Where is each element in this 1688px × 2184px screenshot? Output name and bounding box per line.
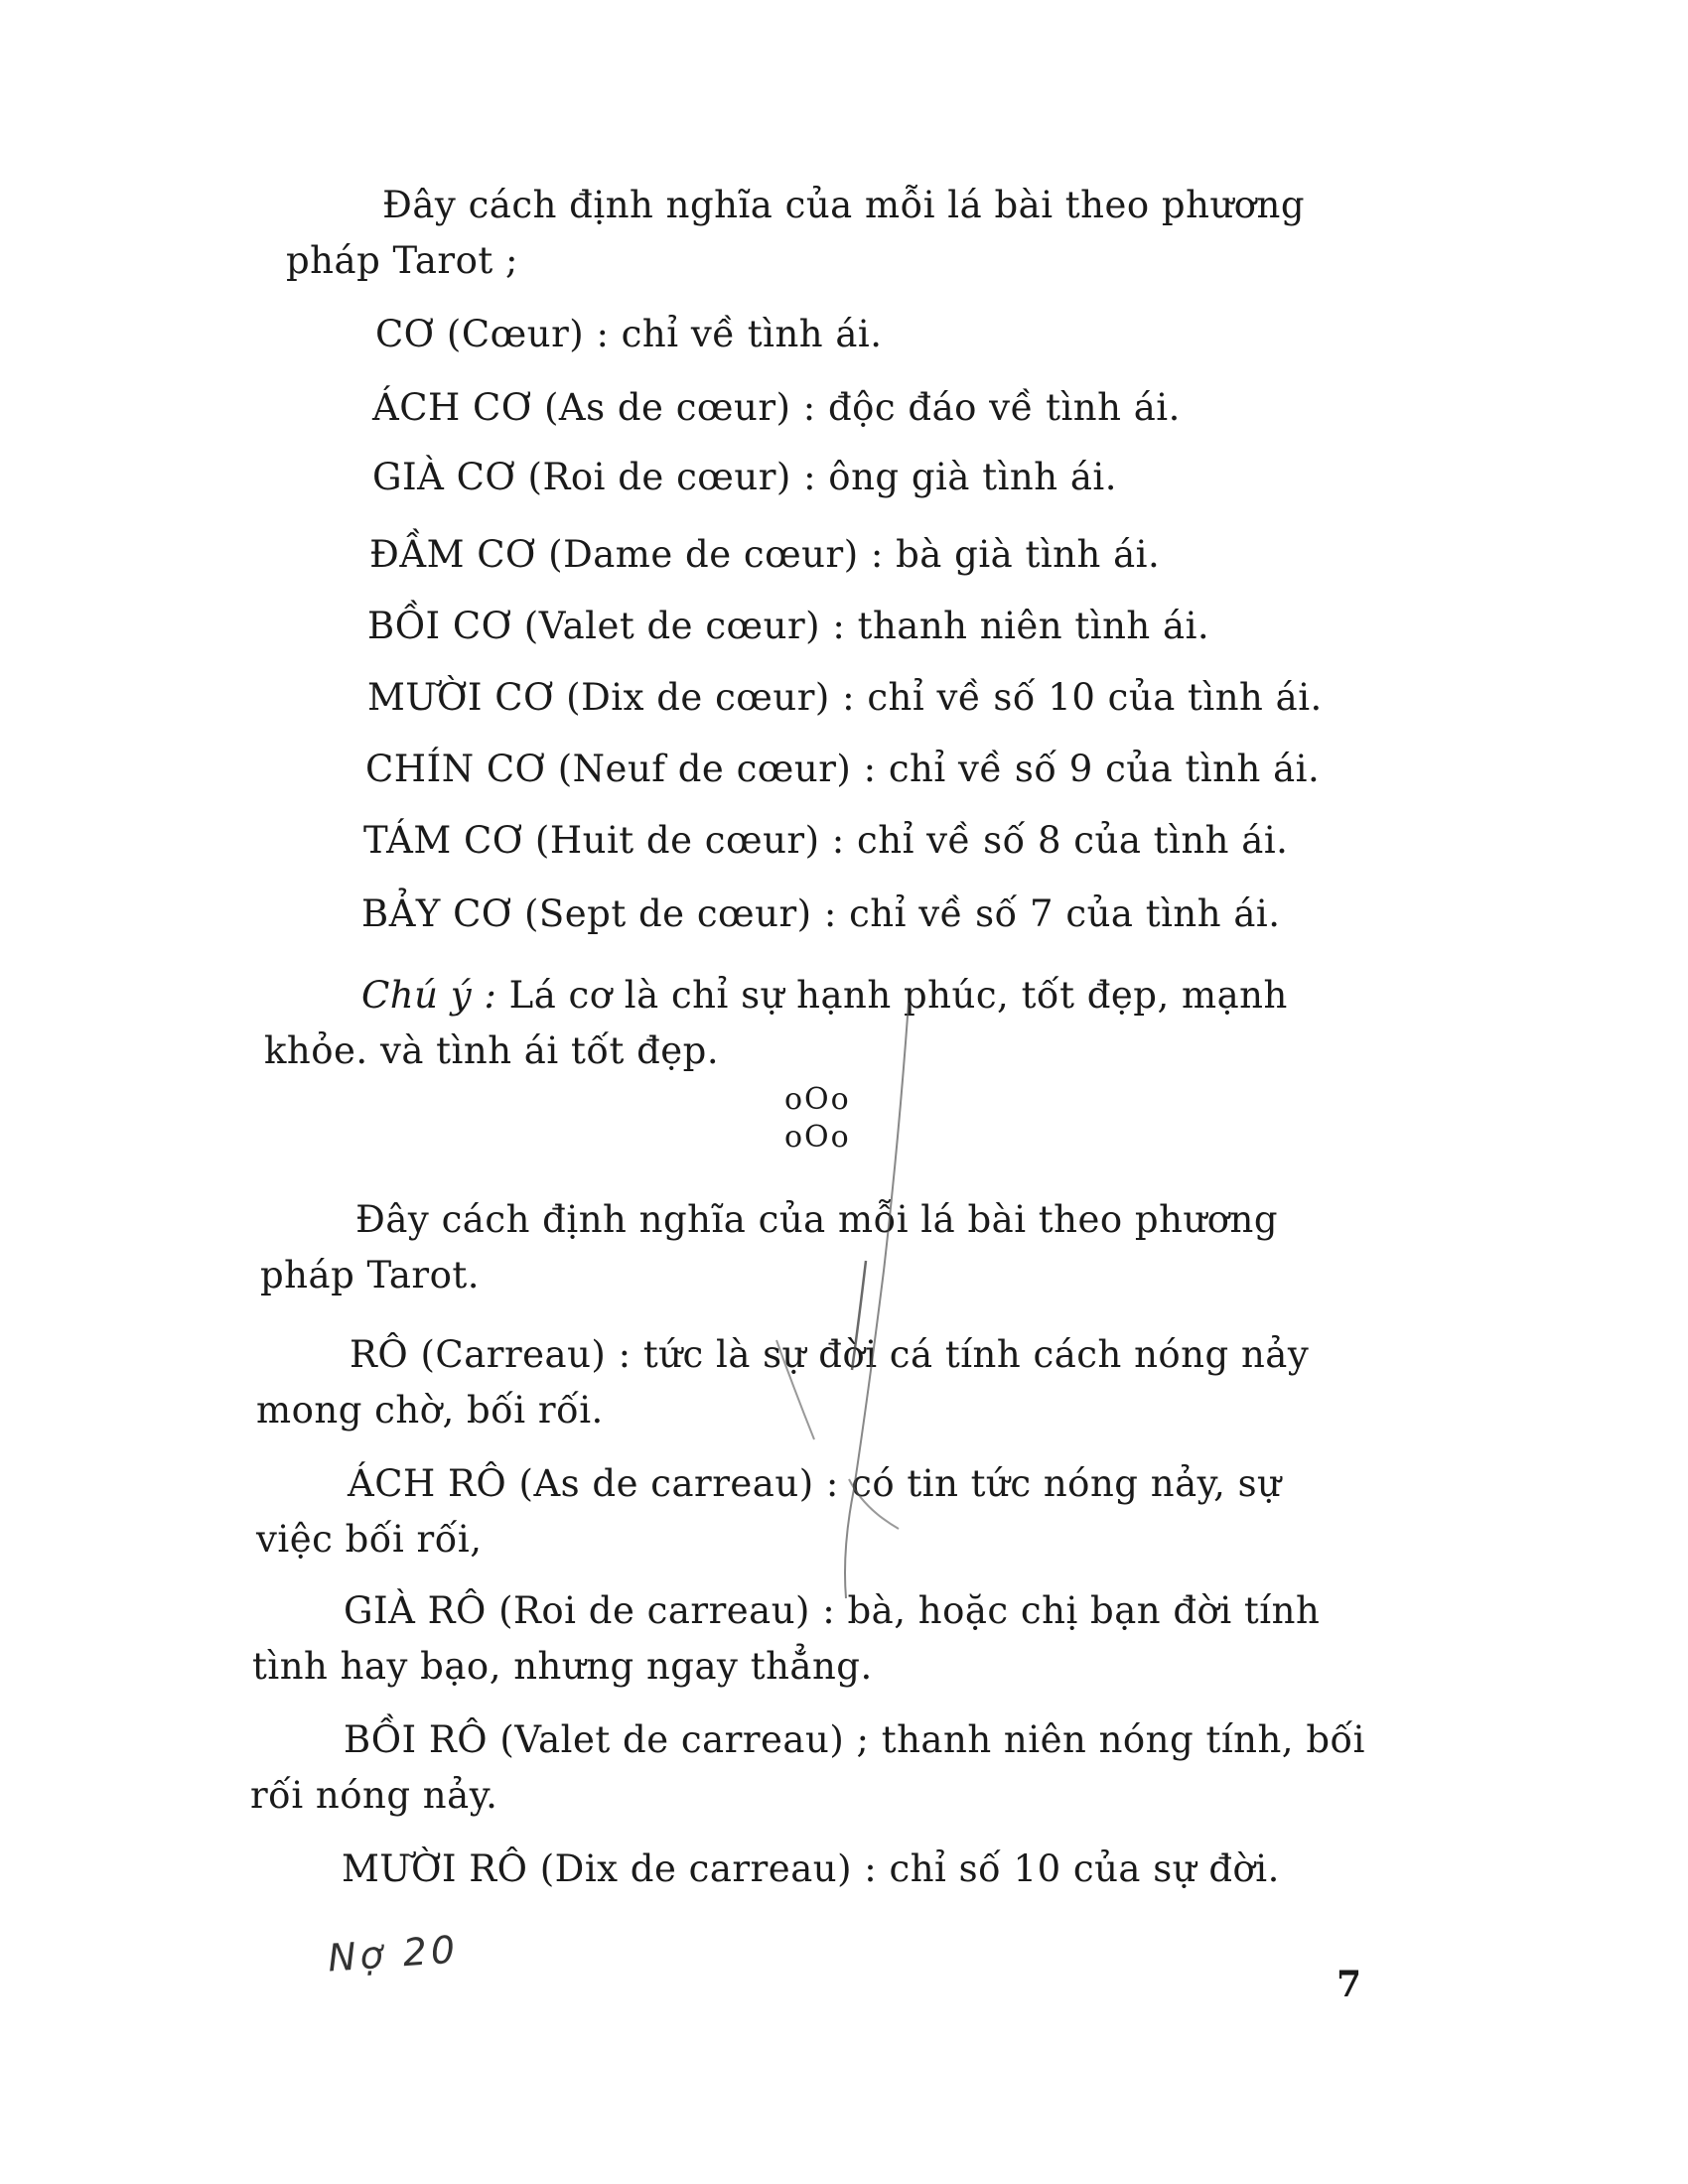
- section2-intro-line1: Đây cách định nghĩa của mỗi lá bài theo phương: [355, 1198, 1279, 1241]
- entry-muoi-co: MƯỜI CƠ (Dix de cœur) : chỉ về số 10 của tình ái.: [367, 676, 1323, 719]
- ach-ro-line1: ÁCH RÔ (As de carreau) : có tin tức nóng nảy, sự: [348, 1462, 1282, 1505]
- entry-boi-co: BỒI CƠ (Valet de cœur) : thanh niên tình ái.: [367, 605, 1210, 647]
- boi-ro-line1: BỒI RÔ (Valet de carreau) ; thanh niên nóng tính, bối: [344, 1718, 1365, 1761]
- gia-ro-line1: GIÀ RÔ (Roi de carreau) : bà, hoặc chị bạn đời tính: [344, 1589, 1321, 1632]
- ro-line2: mong chờ, bối rối.: [256, 1389, 604, 1432]
- ro-line1: RÔ (Carreau) : tức là sự đời cá tính cách nóng nảy: [350, 1333, 1310, 1376]
- muoi-ro-line1: MƯỜI RÔ (Dix de carreau) : chỉ số 10 của sự đời.: [342, 1847, 1280, 1890]
- entry-gia-co: GIÀ CƠ (Roi de cœur) : ông già tình ái.: [372, 456, 1117, 498]
- entry-dam-co: ĐẦM CƠ (Dame de cœur) : bà già tình ái.: [369, 533, 1161, 576]
- entry-tam-co: TÁM CƠ (Huit de cœur) : chỉ về số 8 của tình ái.: [363, 819, 1289, 862]
- handwritten-note: Nợ 20: [326, 1927, 461, 1980]
- section2-intro-line2: pháp Tarot.: [260, 1254, 480, 1297]
- page-number: 7: [1336, 1964, 1362, 2005]
- section1-intro-line1: Đây cách định nghĩa của mỗi lá bài theo phương: [382, 184, 1306, 226]
- entry-chin-co: CHÍN CƠ (Neuf de cœur) : chỉ về số 9 của tình ái.: [365, 748, 1321, 790]
- note-text: Lá cơ là chỉ sự hạnh phúc, tốt đẹp, mạnh: [508, 974, 1288, 1017]
- section1-intro-line2: pháp Tarot ;: [286, 239, 518, 282]
- note-line1: [361, 974, 1288, 1017]
- entry-co: CƠ (Cœur) : chỉ về tình ái.: [375, 313, 883, 355]
- boi-ro-line2: rối nóng nảy.: [250, 1774, 498, 1817]
- entry-ach-co: ÁCH CƠ (As de cœur) : độc đáo về tình ái.: [372, 386, 1181, 429]
- note-line2: khỏe. và tình ái tốt đẹp.: [264, 1029, 720, 1072]
- note-label: Chú ý :: [361, 974, 497, 1017]
- ach-ro-line2: việc bối rối,: [256, 1518, 483, 1561]
- ornament-top: oOo: [784, 1082, 851, 1117]
- entry-bay-co: BẢY CƠ (Sept de cœur) : chỉ về số 7 của tình ái.: [361, 892, 1281, 935]
- ornament-bottom: oOo: [784, 1120, 851, 1155]
- pencil-stroke-long: [845, 1003, 909, 1598]
- gia-ro-line2: tình hay bạo, nhưng ngay thẳng.: [252, 1645, 873, 1688]
